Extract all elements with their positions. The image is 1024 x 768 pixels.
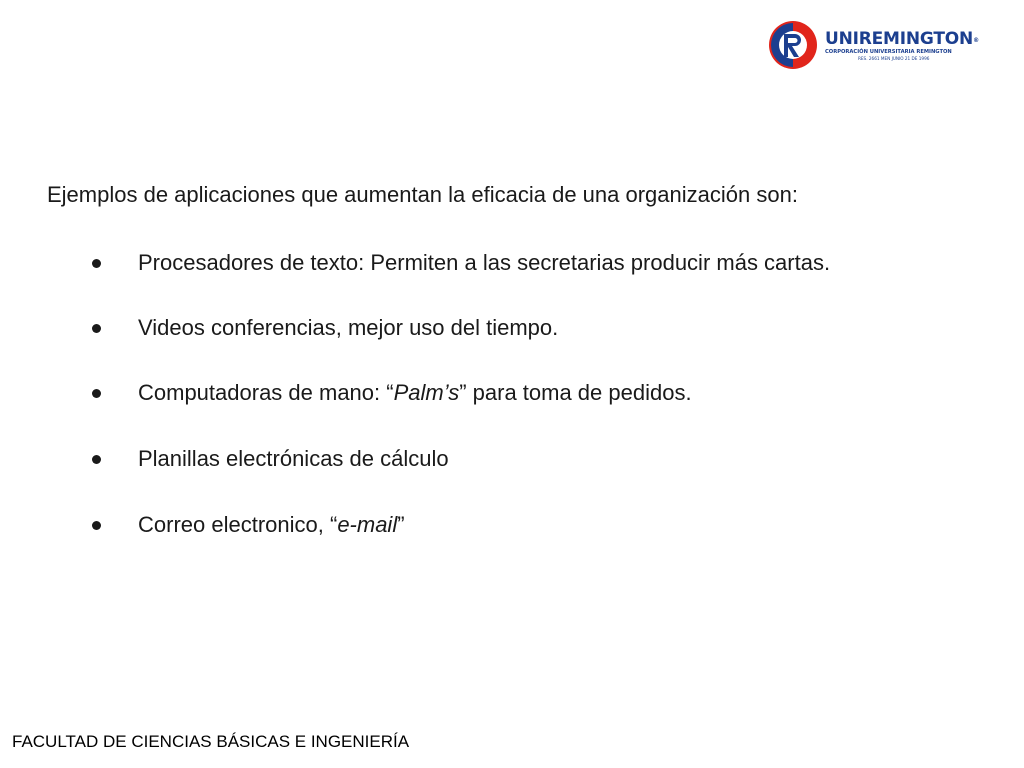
intro-text: Ejemplos de aplicaciones que aumentan la eficacia de una organización son: xyxy=(47,182,798,207)
bullet-text: Planillas electrónicas de cálculo xyxy=(138,446,449,471)
bullet-text: Videos conferencias, mejor uso del tiempo. xyxy=(138,315,559,340)
logo-text xyxy=(825,30,995,62)
uniremington-logo xyxy=(768,20,988,72)
bullet-icon xyxy=(92,455,101,464)
bullet-text: Computadoras de mano: “Palm’s” para toma de pedidos. xyxy=(138,380,692,405)
bullet-text: Procesadores de texto: Permiten a las secretarias producir más cartas. xyxy=(138,250,831,275)
logo-resolution: RES. 2661 MEN JUNIO 21 DE 1996 xyxy=(858,56,930,61)
uniremington-r-logo-icon xyxy=(768,20,818,70)
bullet-icon xyxy=(92,521,101,530)
logo-subtitle: CORPORACIÓN UNIVERSITARIA REMINGTON xyxy=(825,49,952,55)
bullet-icon xyxy=(92,259,101,268)
bullet-icon xyxy=(92,324,101,333)
logo-wordmark: UNIREMINGTON® xyxy=(825,29,979,49)
bullet-text: Correo electronico, “e-mail” xyxy=(138,512,405,537)
footer-faculty: FACULTAD DE CIENCIAS BÁSICAS E INGENIERÍA xyxy=(12,732,410,751)
bullet-icon xyxy=(92,389,101,398)
